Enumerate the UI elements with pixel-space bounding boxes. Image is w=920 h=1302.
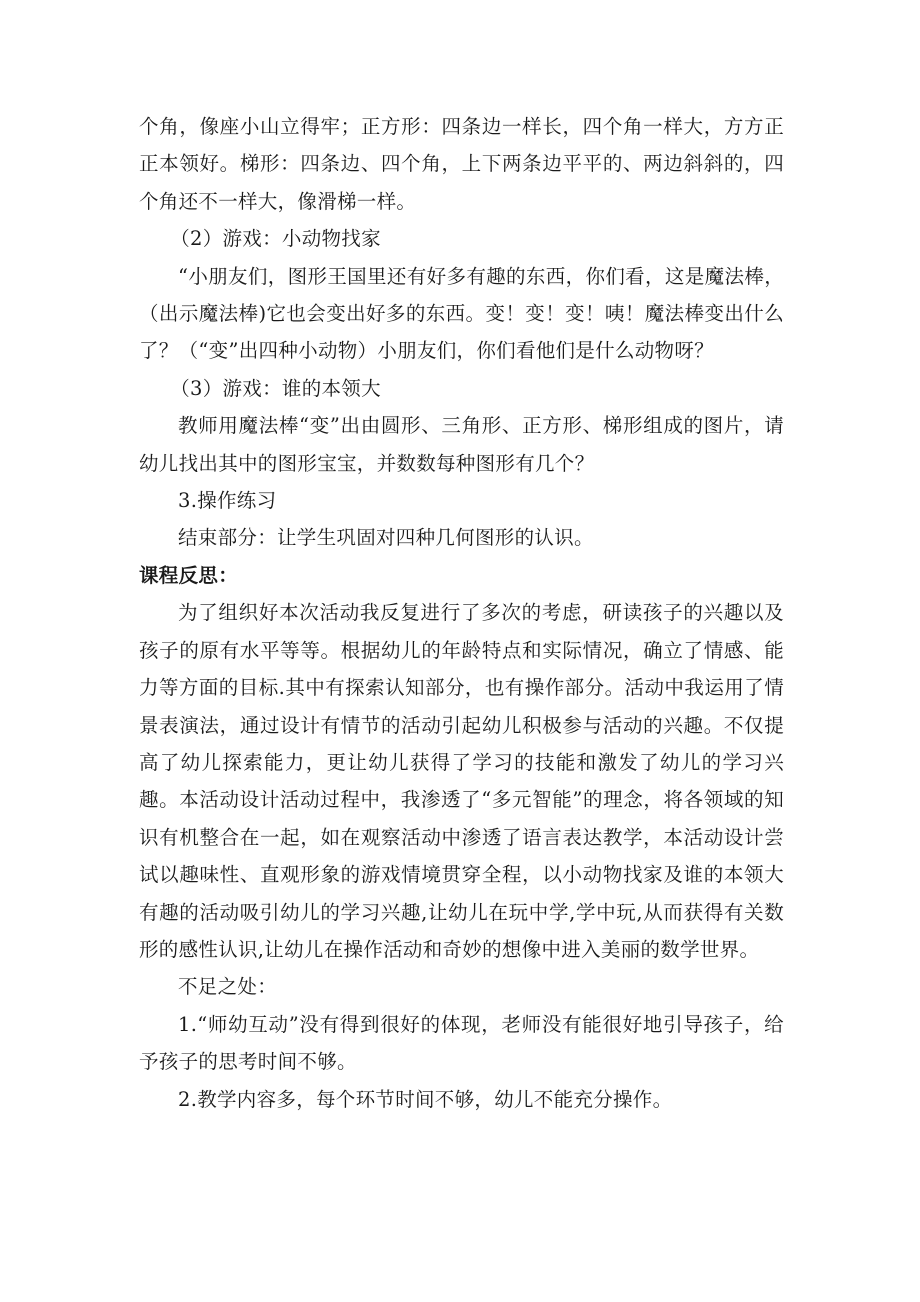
paragraph-ending: 结束部分：让学生巩固对四种几何图形的认识。 (178, 526, 594, 550)
paragraph-reflection: 为了组织好本次活动我反复进行了多次的考虑，研读孩子的兴趣以及孩子的原有水平等等。根据幼儿的年龄特点和实际情况，确立了情感、能力等方面的目标.其中有探索认知部分，也有操作部分。活动中我运用了情景表演法，通过设计有情节的活动引起幼儿积极参与活动的兴趣。不仅提高了幼儿探索能力，更让幼儿获得了学习的技能和激发了幼儿的学习兴趣。本活动设计活动过程中，我渗透了“多元智能”的理念，将各领域的知识有机整合在一起，如在观察活动中渗透了语言表达教学，本活动设计尝试以趣味性、直观形象的游戏情境贯穿全程，以小动物找家及谁的本领大有趣的活动吸引幼儿的学习兴趣,让幼儿在玩中学,学中玩,从而获得有关数形的感性认识,让幼儿在操作活动和奇妙的想像中进入美丽的数学世界。 (139, 601, 784, 961)
heading-course-reflection: 课程反思： (139, 563, 239, 587)
heading-game-animal-home: （2）游戏：小动物找家 (170, 227, 381, 251)
heading-practice: 3.操作练习 (178, 489, 277, 513)
paragraph-shortcoming-2: 2.教学内容多，每个环节时间不够，幼儿不能充分操作。 (178, 1087, 673, 1111)
paragraph-shapes-description: 个角，像座小山立得牢；正方形：四条边一样长，四个角一样大，方方正正本领好。梯形：四条边、四个角，上下两条边平平的、两边斜斜的，四个角还不一样大，像滑梯一样。 (139, 115, 784, 213)
document-body (139, 108, 784, 1118)
heading-shortcomings: 不足之处： (178, 975, 278, 999)
paragraph-shortcoming-1: 1.“师幼互动”没有得到很好的体现，老师没有能很好地引导孩子，给予孩子的思考时间不够。 (139, 1012, 784, 1074)
heading-game-who-is-best: （3）游戏：谁的本领大 (170, 376, 381, 400)
paragraph-find-shapes: 教师用魔法棒“变”出由圆形、三角形、正方形、梯形组成的图片，请幼儿找出其中的图形宝宝，并数数每种图形有几个？ (139, 414, 784, 475)
paragraph-magic-wand: “小朋友们，图形王国里还有好多有趣的东西，你们看，这是魔法棒，（出示魔法棒)它也会变出好多的东西。变！变！变！咦！魔法棒变出什么了？（“变”出四种小动物）小朋友们，你们看他们是什么动物呀？ (139, 264, 784, 363)
